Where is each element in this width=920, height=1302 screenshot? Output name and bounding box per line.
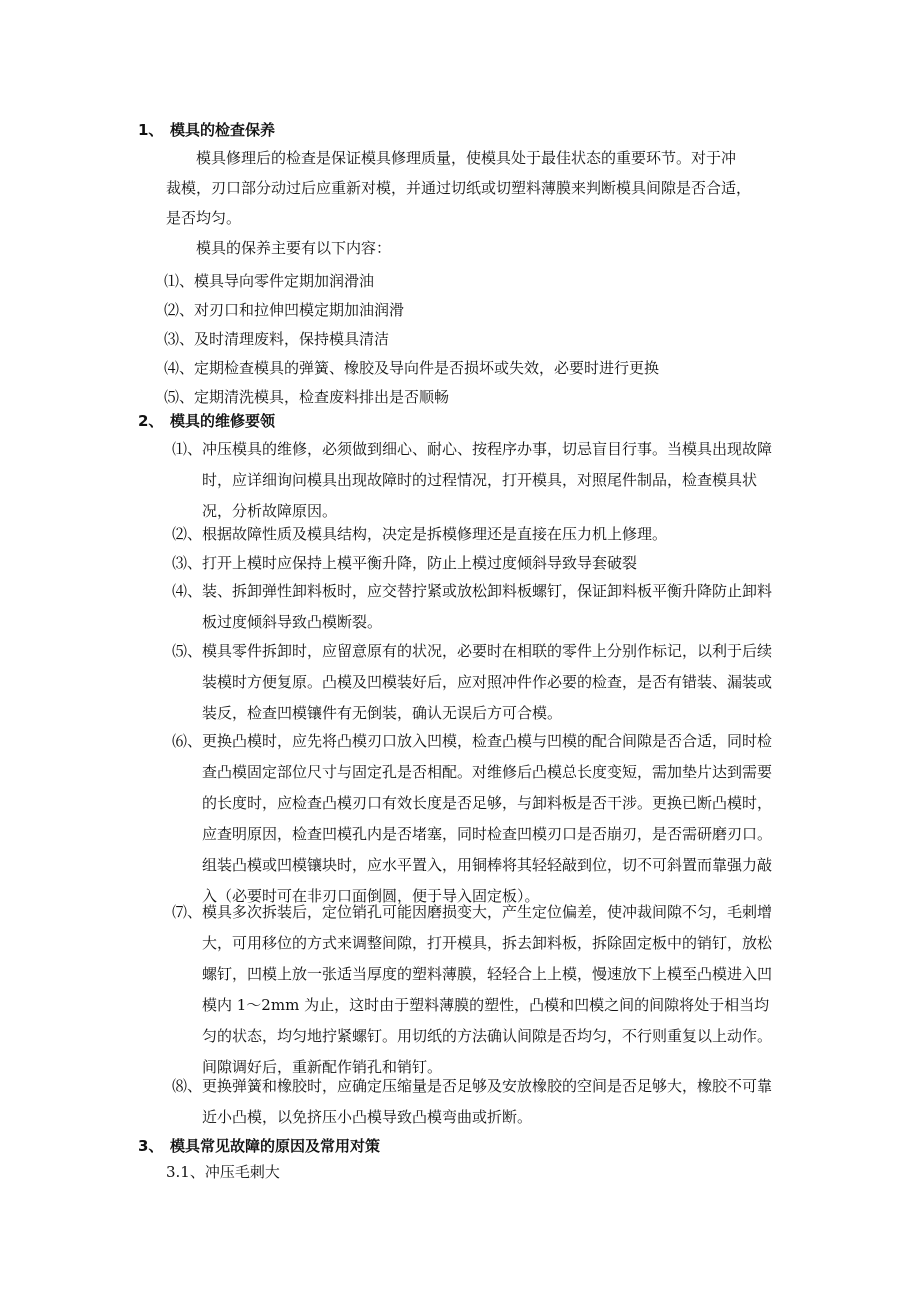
subsection-title: 3.1、冲压毛刺大	[166, 1163, 280, 1181]
list-item	[172, 636, 782, 729]
section-2-heading	[138, 411, 275, 431]
list-item	[172, 548, 782, 579]
list-marker: ⑵、	[172, 525, 203, 543]
list-text: 根据故障性质及模具结构，决定是拆模修理还是直接在压力机上修理。	[202, 525, 668, 543]
section-number: 2、	[138, 412, 164, 430]
paragraph-line: 模具修理后的检查是保证模具修理质量，使模具处于最佳状态的重要环节。对于冲	[196, 149, 737, 167]
maintenance-intro: 模具的保养主要有以下内容：	[196, 239, 392, 257]
list-marker: ⑹、	[172, 732, 203, 750]
list-marker: ⑴、	[172, 440, 203, 458]
list-text: 更换弹簧和橡胶时，应确定压缩量是否足够及安放橡胶的空间是否足够大，橡胶不可靠近小凸模，以免挤压小凸模导致凸模弯曲或折断。	[202, 1077, 773, 1126]
list-text: 打开上模时应保持上模平衡升降，防止上模过度倾斜导致导套破裂	[202, 554, 638, 572]
section-title: 模具的维修要领	[170, 412, 276, 430]
list-marker: ⑷、	[172, 582, 203, 600]
list-item	[172, 897, 782, 1083]
list-item	[172, 1071, 782, 1133]
section-1-heading	[138, 120, 275, 140]
paragraph-line: 裁模，刃口部分动过后应重新对模，并通过切纸或切塑料薄膜来判断模具间隙是否合适，	[166, 179, 752, 197]
list-item	[172, 726, 782, 912]
list-marker: ⑺、	[172, 903, 203, 921]
list-text: 模具多次拆装后，定位销孔可能因磨损变大，产生定位偏差，使冲裁间隙不匀，毛刺增大，可用移位的方式来调整间隙，打开模具，拆去卸料板，拆除固定板中的销钉，放松螺钉，凹模上放一张适当厚度的塑料薄膜，轻轻合上上模，慢速放下上模至凸模进入凹模内 1～2mm 为止，这时由于塑料薄膜的塑性，凸模和凹模之间的间隙将处于相当均匀的状态，均匀地拧紧螺钉。用切纸的方法确认间隙是否均匀，不行则重复以上动作。间隙调好后，重新配作销孔和销钉。	[202, 903, 773, 1076]
list-text: 冲压模具的维修，必须做到细心、耐心、按程序办事，切忌盲目行事。当模具出现故障时，应详细询问模具出现故障时的过程情况，打开模具，对照尾件制品，检查模具状况，分析故障原因。	[202, 440, 773, 520]
list-marker: ⑻、	[172, 1077, 203, 1095]
list-item: ⑶、及时清理废料，保持模具清洁	[164, 330, 390, 348]
list-text: 模具零件拆卸时，应留意原有的状况，必要时在相联的零件上分别作标记，以利于后续装模时方便复原。凸模及凹模装好后，应对照冲件作必要的检查，是否有错装、漏装或装反，检查凹模镶件有无倒装，确认无误后方可合模。	[202, 642, 773, 722]
list-item: ⑸、定期清洗模具，检查废料排出是否顺畅	[164, 388, 450, 406]
list-marker: ⑶、	[172, 554, 203, 572]
list-text: 装、拆卸弹性卸料板时，应交替拧紧或放松卸料板螺钉，保证卸料板平衡升降防止卸料板过度倾斜导致凸模断裂。	[202, 582, 773, 631]
list-item	[172, 576, 782, 638]
list-item: ⑷、定期检查模具的弹簧、橡胶及导向件是否损坏或失效，必要时进行更换	[164, 359, 660, 377]
list-text: 更换凸模时，应先将凸模刃口放入凹模，检查凸模与凹模的配合间隙是否合适，同时检查凸模固定部位尺寸与固定孔是否相配。对维修后凸模总长度变短，需加垫片达到需要的长度时，应检查凸模刃口有效长度是否足够，与卸料板是否干涉。更换已断凸模时，应查明原因，检查凹模孔内是否堵塞，同时检查凹模刃口是否崩刃，是否需研磨刃口。组装凸模或凹模镶块时，应水平置入，用铜棒将其轻轻敲到位，切不可斜置而靠强力敲入（必要时可在非刃口面倒圆，便于导入固定板）。	[202, 732, 773, 905]
list-marker: ⑸、	[172, 642, 203, 660]
list-item: ⑵、对刃口和拉伸凹模定期加油润滑	[164, 301, 405, 319]
section-number: 1、	[138, 121, 164, 139]
list-item: ⑴、模具导向零件定期加润滑油	[164, 272, 375, 290]
paragraph-line: 是否均匀。	[166, 209, 242, 227]
section-3-heading	[138, 1136, 380, 1156]
section-title: 模具常见故障的原因及常用对策	[170, 1137, 381, 1155]
section-title: 模具的检查保养	[170, 121, 276, 139]
section-number: 3、	[138, 1137, 164, 1155]
list-item	[172, 434, 782, 527]
list-item	[172, 519, 782, 550]
